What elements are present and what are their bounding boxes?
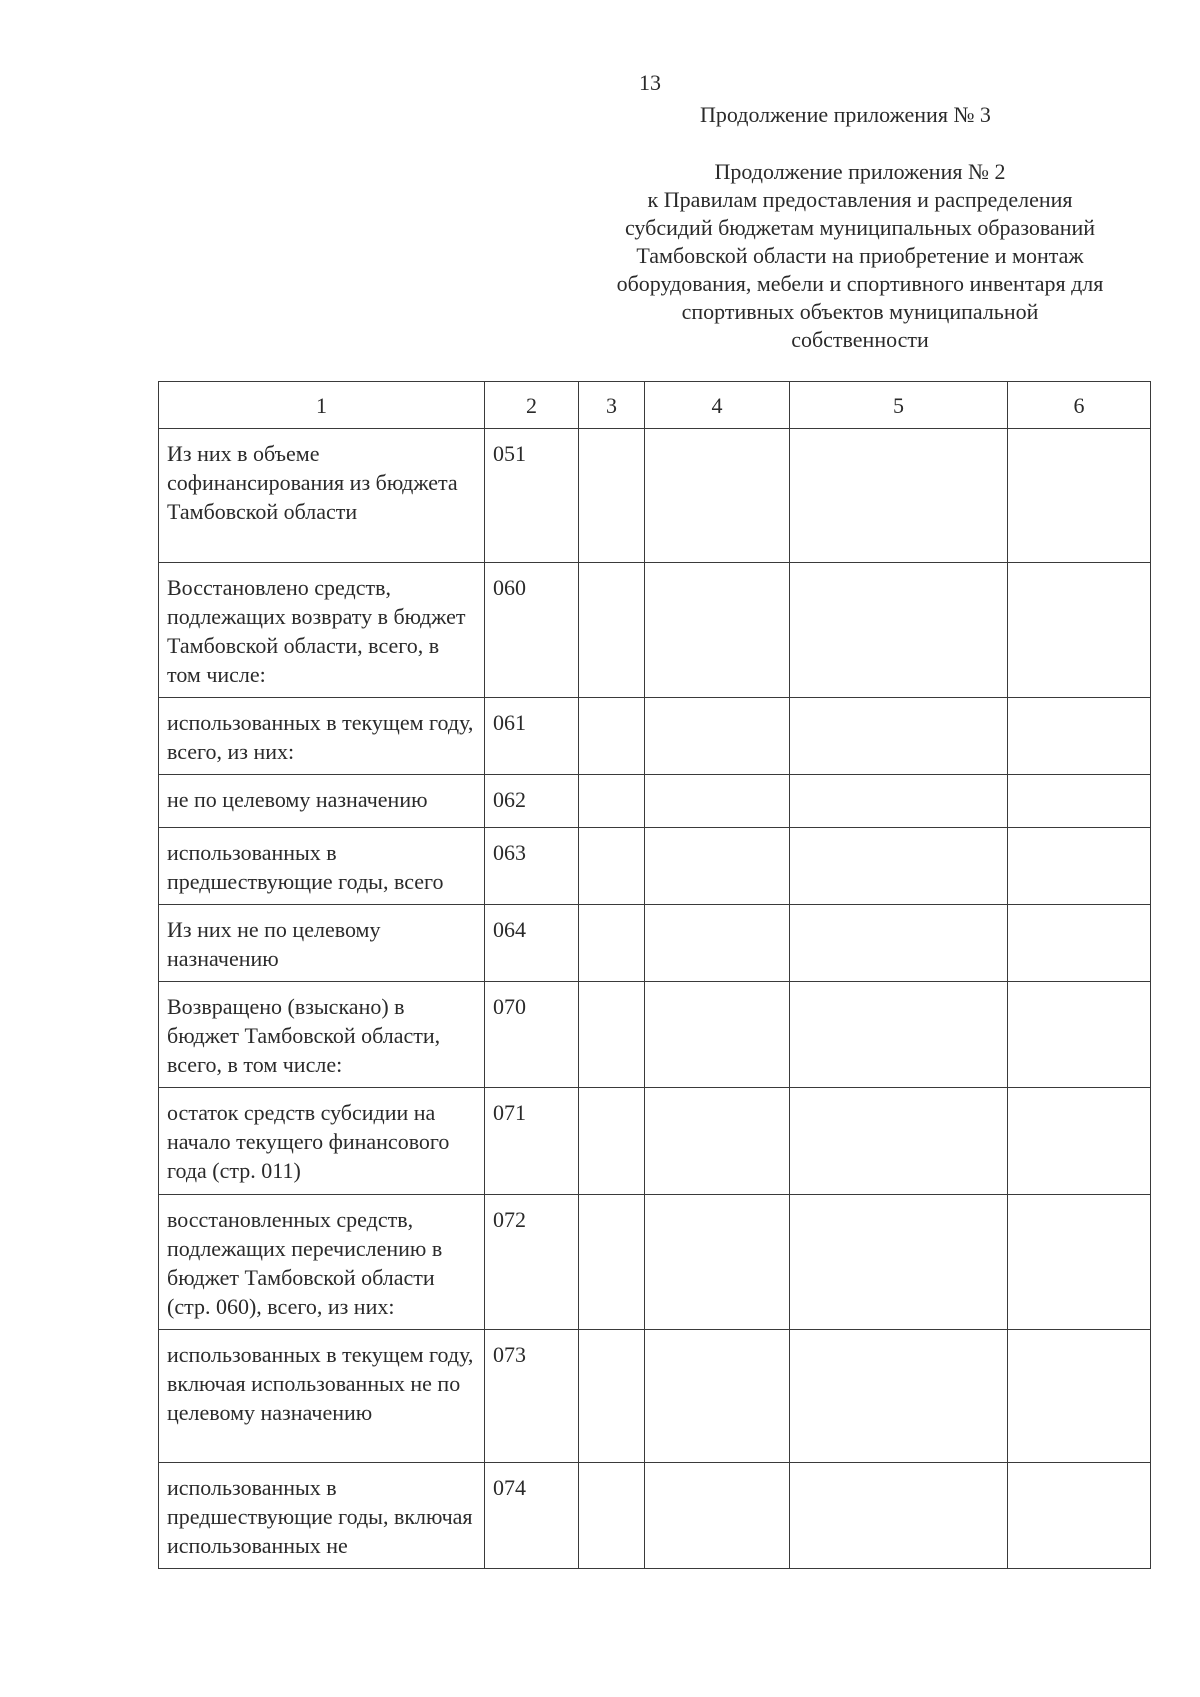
empty-cell: [645, 828, 790, 905]
empty-cell: [645, 563, 790, 698]
column-header: 5: [790, 382, 1008, 429]
table-row: [159, 563, 1151, 698]
empty-cell: [790, 1195, 1008, 1330]
report-table: [158, 381, 1151, 1569]
subtitle-line: оборудования, мебели и спортивного инвентаря для: [616, 271, 1104, 296]
empty-cell: [645, 905, 790, 982]
table-row: [159, 429, 1151, 563]
table-row: [159, 1463, 1151, 1569]
subtitle-line: спортивных объектов муниципальной: [681, 299, 1039, 324]
row-label: Восстановлено средств, подлежащих возврату в бюджет Тамбовской области, всего, в том числе:: [159, 563, 485, 698]
empty-cell: [1008, 982, 1151, 1088]
row-code: 051: [485, 429, 579, 563]
row-label: Возвращено (взыскано) в бюджет Тамбовской области, всего, в том числе:: [159, 982, 485, 1088]
empty-cell: [645, 1195, 790, 1330]
empty-cell: [579, 429, 645, 563]
table-row: [159, 828, 1151, 905]
subtitle-line: к Правилам предоставления и распределения: [647, 187, 1073, 212]
table-row: [159, 982, 1151, 1088]
empty-cell: [1008, 1088, 1151, 1195]
empty-cell: [790, 775, 1008, 828]
empty-cell: [790, 698, 1008, 775]
row-code: 063: [485, 828, 579, 905]
empty-cell: [790, 905, 1008, 982]
empty-cell: [579, 1195, 645, 1330]
row-code: 064: [485, 905, 579, 982]
empty-cell: [579, 905, 645, 982]
empty-cell: [579, 982, 645, 1088]
column-header: 6: [1008, 382, 1151, 429]
subtitle-block: [575, 158, 1145, 354]
row-code: 070: [485, 982, 579, 1088]
empty-cell: [1008, 1195, 1151, 1330]
row-label: использованных в предшествующие годы, включая использованных не: [159, 1463, 485, 1569]
row-code: 072: [485, 1195, 579, 1330]
column-header: 1: [159, 382, 485, 429]
subtitle-line: Тамбовской области на приобретение и монтаж: [636, 243, 1084, 268]
subtitle-line: Продолжение приложения № 2: [714, 159, 1006, 184]
empty-cell: [579, 828, 645, 905]
subtitle-line: субсидий бюджетам муниципальных образований: [624, 215, 1096, 240]
empty-cell: [1008, 429, 1151, 563]
empty-cell: [645, 775, 790, 828]
empty-cell: [790, 1330, 1008, 1463]
empty-cell: [645, 1330, 790, 1463]
subtitle-line: собственности: [791, 327, 929, 352]
table-row: [159, 1330, 1151, 1463]
row-label: использованных в текущем году, включая использованных не по целевому назначению: [159, 1330, 485, 1463]
empty-cell: [645, 1463, 790, 1569]
row-code: 062: [485, 775, 579, 828]
row-label: использованных в текущем году, всего, из них:: [159, 698, 485, 775]
row-label: Из них в объеме софинансирования из бюджета Тамбовской области: [159, 429, 485, 563]
empty-cell: [579, 1088, 645, 1195]
empty-cell: [790, 1088, 1008, 1195]
row-label: не по целевому назначению: [159, 775, 485, 828]
row-code: 074: [485, 1463, 579, 1569]
empty-cell: [1008, 828, 1151, 905]
empty-cell: [579, 775, 645, 828]
row-label: восстановленных средств, подлежащих перечислению в бюджет Тамбовской области (стр. 060), всего, из них:: [159, 1195, 485, 1330]
empty-cell: [790, 429, 1008, 563]
table-row: [159, 775, 1151, 828]
empty-cell: [790, 563, 1008, 698]
empty-cell: [1008, 905, 1151, 982]
table-row: [159, 698, 1151, 775]
row-code: 073: [485, 1330, 579, 1463]
empty-cell: [645, 698, 790, 775]
empty-cell: [579, 1330, 645, 1463]
empty-cell: [579, 1463, 645, 1569]
empty-cell: [790, 982, 1008, 1088]
empty-cell: [1008, 1330, 1151, 1463]
empty-cell: [1008, 1463, 1151, 1569]
row-label: использованных в предшествующие годы, всего: [159, 828, 485, 905]
empty-cell: [790, 828, 1008, 905]
row-code: 060: [485, 563, 579, 698]
table-row: [159, 1088, 1151, 1195]
column-header: 2: [485, 382, 579, 429]
empty-cell: [579, 563, 645, 698]
row-label: остаток средств субсидии на начало текущего финансового года (стр. 011): [159, 1088, 485, 1195]
appendix-title: Продолжение приложения № 3: [700, 102, 991, 127]
table-row: [159, 1195, 1151, 1330]
column-header: 3: [579, 382, 645, 429]
empty-cell: [1008, 698, 1151, 775]
empty-cell: [1008, 775, 1151, 828]
empty-cell: [1008, 563, 1151, 698]
table-row: [159, 905, 1151, 982]
empty-cell: [579, 698, 645, 775]
column-header: 4: [645, 382, 790, 429]
row-code: 071: [485, 1088, 579, 1195]
empty-cell: [645, 982, 790, 1088]
empty-cell: [790, 1463, 1008, 1569]
empty-cell: [645, 1088, 790, 1195]
table-header-row: [159, 382, 1151, 429]
row-code: 061: [485, 698, 579, 775]
empty-cell: [645, 429, 790, 563]
page-number: 13: [639, 70, 661, 95]
row-label: Из них не по целевому назначению: [159, 905, 485, 982]
